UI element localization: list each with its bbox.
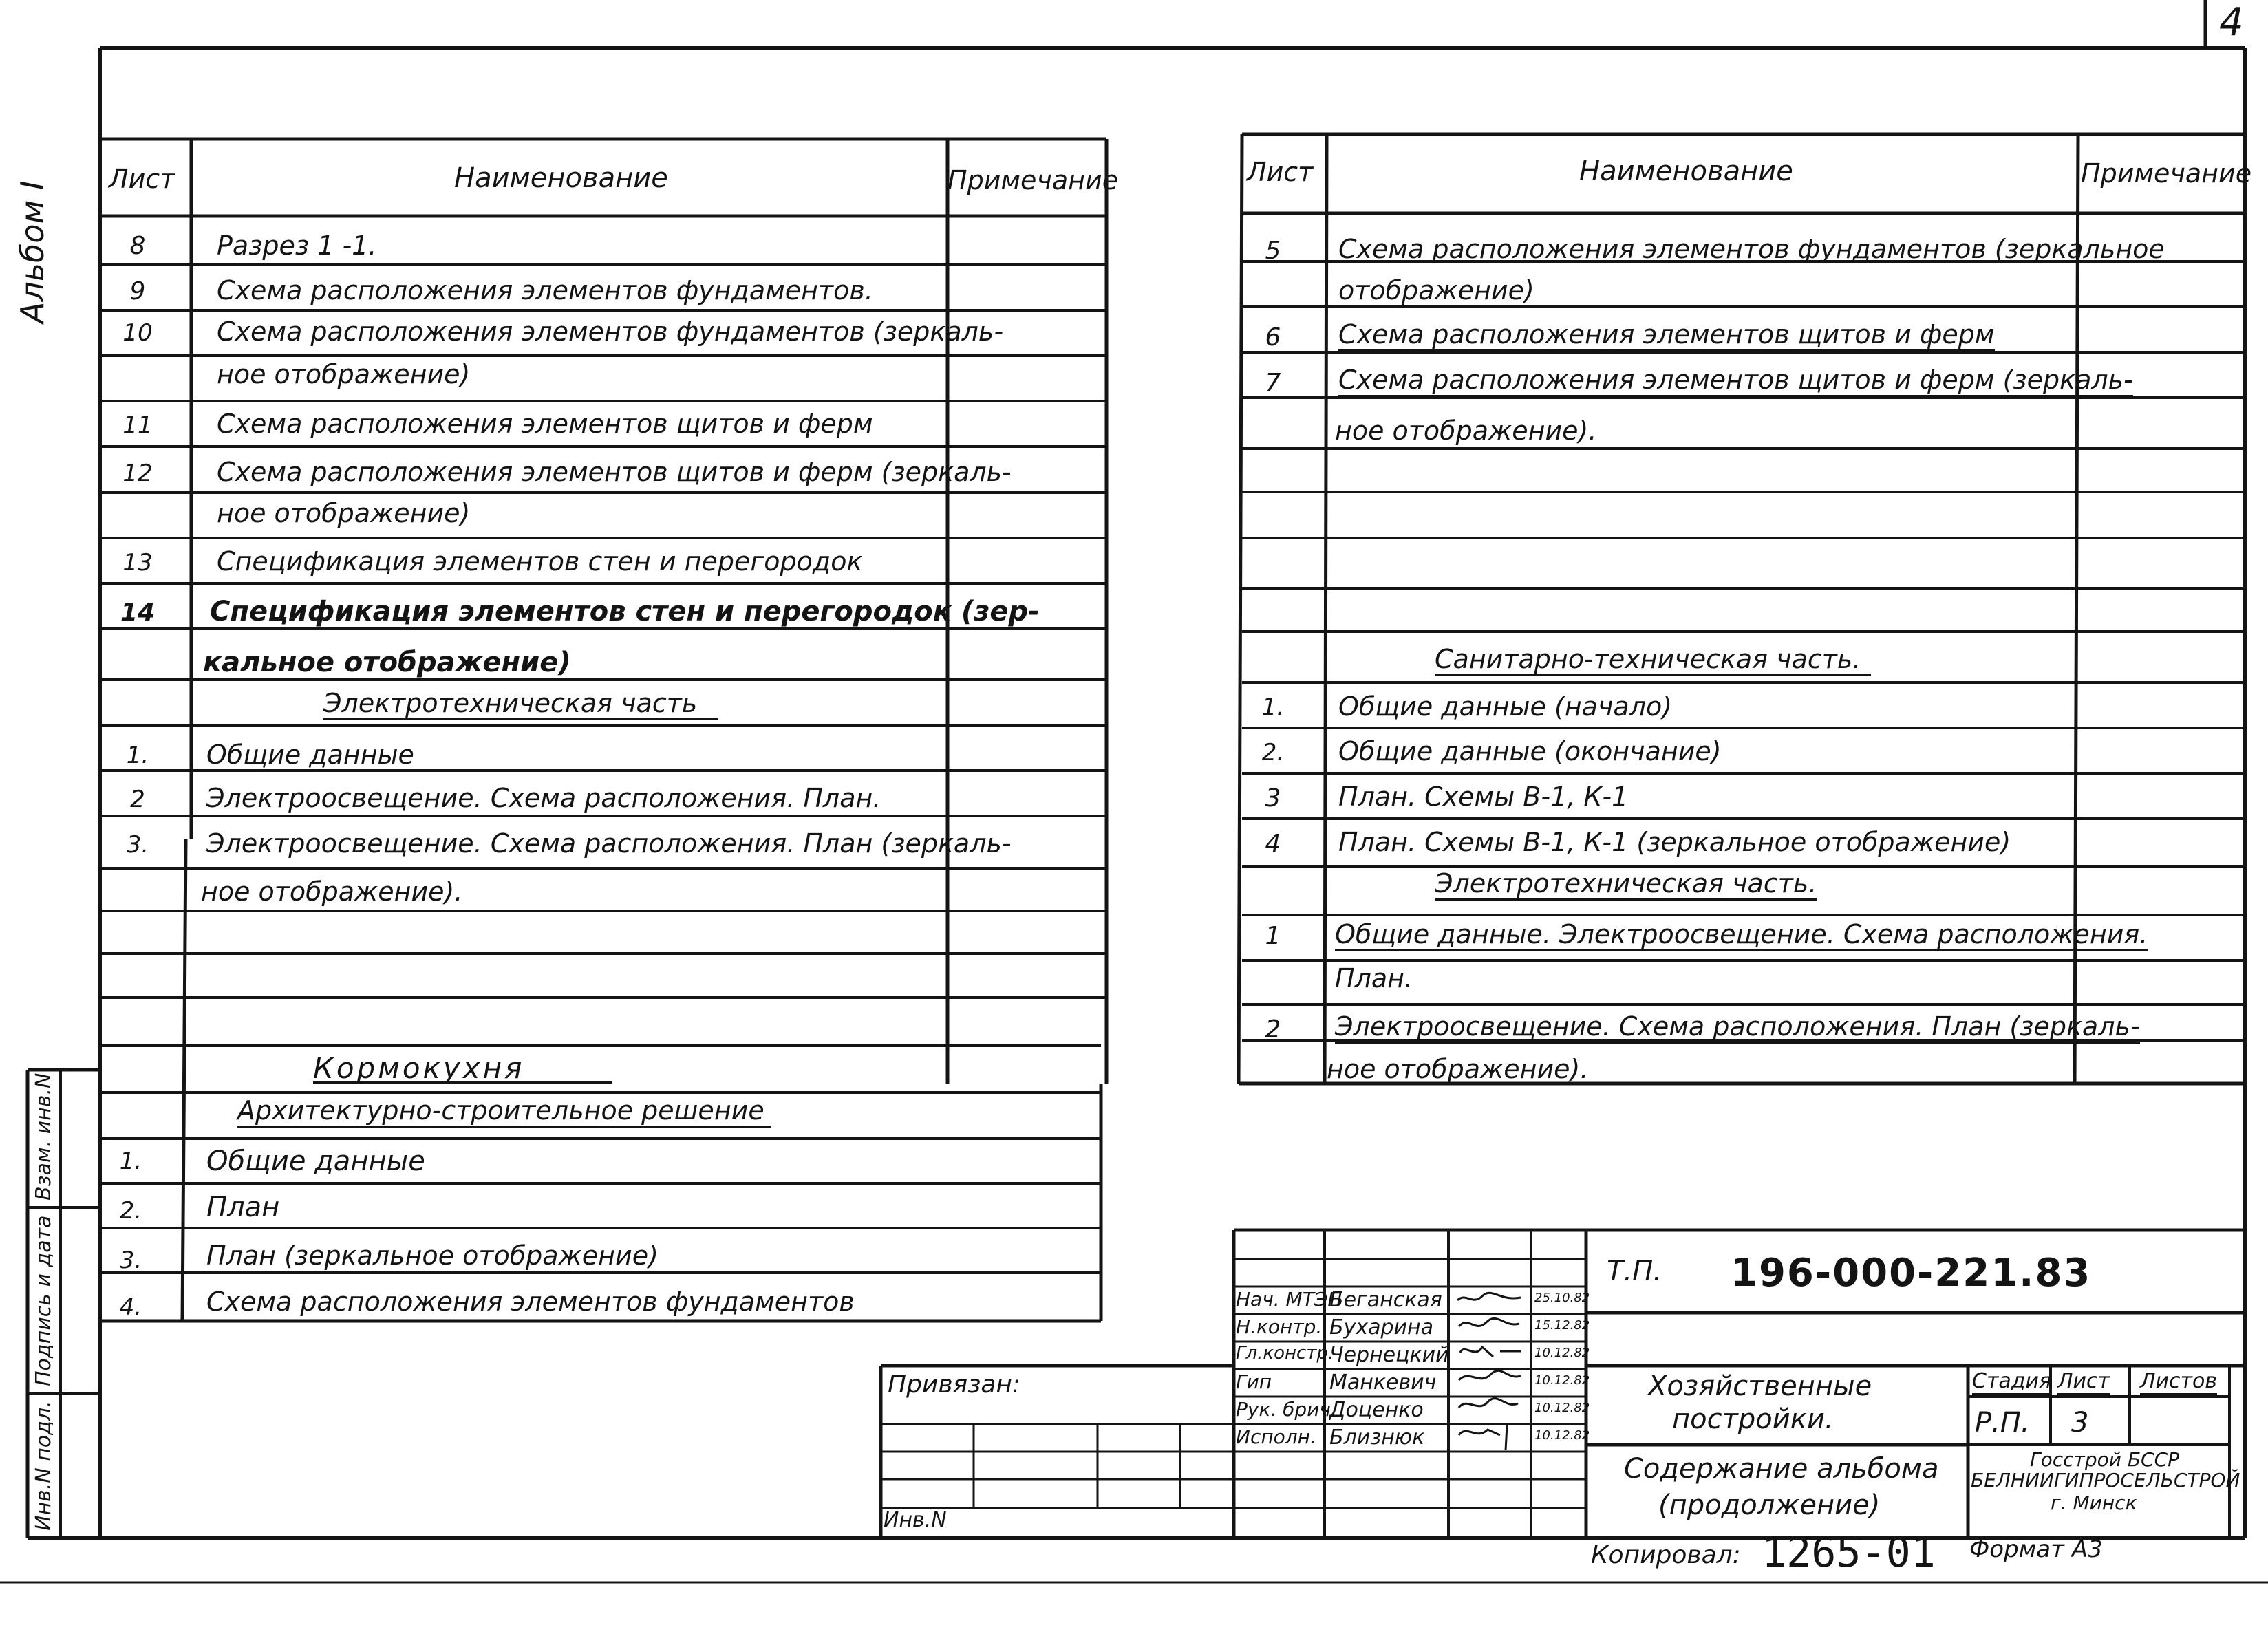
staff-role: Гл.констр. [1236,1343,1334,1364]
staff-date: 10.12.82 [1534,1373,1590,1388]
list-item-num: 14 [120,599,156,627]
list-item-cont: ное отображение). [1327,1054,1589,1084]
list-item-num: 4 [1265,830,1281,858]
staff-role: Исполн. [1236,1425,1316,1448]
staff-name: Бухарина [1329,1315,1434,1339]
list-item-num: 6 [1265,323,1281,352]
document-code: 196-000-221.83 [1731,1251,2092,1295]
list-item-num: 2 [130,786,145,813]
list-item-num: 1. [1261,693,1285,721]
page-number: 4 [2219,0,2244,45]
sheet-value: 3 [2071,1407,2089,1439]
list-item: Общие данные (начало) [1338,691,1673,722]
list-item: Спецификация элементов стен и перегородок (зер- [210,596,1040,627]
format-label: Формат А3 [1969,1536,2103,1563]
staff-name: Манкевич [1329,1370,1437,1395]
list-item-num: 3. [119,1247,142,1274]
list-item-num: 5 [1265,237,1281,265]
list-item: План [206,1192,280,1223]
list-item: Электроосвещение. Схема расположения. План (зеркаль- [1335,1011,2140,1044]
list-item-num: 8 [129,232,146,260]
left-header-sheet: Лист [109,164,175,194]
staff-date: 10.12.82 [1534,1346,1590,1360]
list-item-num: 3 [1265,784,1281,812]
left-header-note: Примечание [948,165,1119,195]
list-item-cont: отображение) [1338,275,1534,305]
staff-role: Н.контр. [1236,1315,1323,1338]
stage-header: Стадия [1972,1369,2051,1395]
list-item-num: 12 [122,460,153,487]
list-item-num: 11 [122,411,153,439]
list-item-num: 10 [122,319,153,347]
stamp-vzam-inv: Взам. инв.N [32,1073,56,1201]
staff-name: Чернецкий [1329,1343,1449,1367]
list-item: План (зеркальное отображение) [206,1240,659,1271]
right-header-note: Примечание [2081,158,2252,189]
list-item-num: 1. [119,1148,142,1175]
staff-role: Нач. МТЭП [1236,1288,1342,1311]
list-item-num: 7 [1265,369,1281,397]
org-line2: БЕЛНИИГИПРОСЕЛЬСТРОЙ [1971,1469,2240,1492]
list-item-num: 1 [1265,922,1281,950]
list-item: Схема расположения элементов фундаментов (зеркаль- [217,316,1004,347]
section-heading-electro: Электротехническая часть [323,688,718,720]
list-item: Схема расположения элементов фундаментов. [217,275,873,305]
stamp-inv-podl: Инв.N подл. [32,1401,56,1531]
signatures [1452,1288,1528,1453]
list-item: План. Схемы В-1, К-1 (зеркальное отображение) [1338,827,2011,857]
section-heading-kormokuhnya: Кормокухня [313,1051,525,1085]
list-item-num: 3. [126,831,149,859]
section-heading-electro-right: Электротехническая часть. [1435,868,1817,901]
sheets-header: Листов [2140,1369,2217,1395]
sheet-title-line1: Содержание альбома [1624,1453,1939,1485]
left-header-name: Наименование [454,162,668,194]
list-item-num: 4. [119,1293,142,1321]
list-item: Общие данные. Электроосвещение. Схема расположения. [1335,919,2148,951]
object-name-line1: Хозяйственные [1648,1370,1872,1402]
tp-label: Т.П. [1607,1256,1662,1287]
list-item-cont: ное отображение). [1335,416,1597,446]
list-item: Общие данные [206,740,414,770]
list-item: Схема расположения элементов щитов и ферм (зеркаль- [1338,365,2133,397]
object-name-line2: постройки. [1672,1403,1834,1435]
list-item: Общие данные [206,1145,425,1177]
list-item-cont: кальное отображение) [203,647,571,678]
list-item: Электроосвещение. Схема расположения. План. [206,783,881,813]
album-label: Альбом I [14,180,51,323]
list-item-num: 9 [129,277,146,305]
list-item: Общие данные (окончание) [1338,736,1722,766]
list-item-cont: ное отображение). [201,876,463,907]
sheet-header: Лист [2057,1369,2110,1395]
list-item-cont: ное отображение) [217,359,471,389]
privyazan-label: Привязан: [888,1370,1021,1399]
org-line1: Госстрой БССР [2030,1448,2180,1471]
list-item-num: 2 [1265,1015,1281,1044]
list-item-num: 13 [122,549,153,577]
list-item: Схема расположения элементов щитов и ферм (зеркаль- [217,457,1012,487]
list-item: План. Схемы В-1, К-1 [1338,782,1629,812]
staff-name: Доценко [1329,1398,1424,1422]
staff-date: 10.12.82 [1534,1401,1590,1415]
right-header-sheet: Лист [1247,157,1314,187]
list-item: Спецификация элементов стен и перегородок [217,546,863,577]
staff-date: 10.12.82 [1534,1428,1590,1443]
list-item: Схема расположения элементов фундаментов (зеркальное [1338,234,2165,264]
list-item: Схема расположения элементов щитов и ферм [1338,319,1995,352]
list-item-cont: ное отображение) [217,498,471,528]
list-item: Разрез 1 -1. [217,230,377,261]
list-item-num: 2. [119,1197,142,1225]
stage-value: Р.П. [1975,1407,2030,1439]
inv-n-label: Инв.N [884,1508,947,1532]
stamp-signature-date: Подпись и дата [32,1215,56,1386]
staff-role: Гип [1236,1370,1272,1393]
section-heading-arch: Архитектурно-строительное решение [237,1095,771,1128]
list-item-num: 2. [1261,739,1285,766]
org-line3: г. Минск [2051,1492,2137,1514]
staff-date: 25.10.82 [1534,1291,1590,1305]
staff-name: Беганская [1329,1288,1442,1312]
list-item: Схема расположения элементов щитов и ферм [217,409,873,439]
list-item-num: 1. [126,742,149,769]
staff-date: 15.12.82 [1534,1318,1590,1333]
copied-label: Копировал: [1591,1541,1741,1569]
staff-role: Рук. брич. [1236,1398,1337,1421]
staff-name: Близнюк [1329,1425,1425,1450]
sheet-title-line2: (продолжение) [1658,1489,1881,1521]
list-item-cont: План. [1335,963,1413,993]
copied-number: 1265-01 [1762,1529,1936,1577]
section-heading-sanitary: Санитарно-техническая часть. [1435,644,1871,676]
list-item: Схема расположения элементов фундаментов [206,1287,855,1317]
right-header-name: Наименование [1579,155,1793,187]
list-item: Электроосвещение. Схема расположения. План (зеркаль- [206,828,1012,859]
